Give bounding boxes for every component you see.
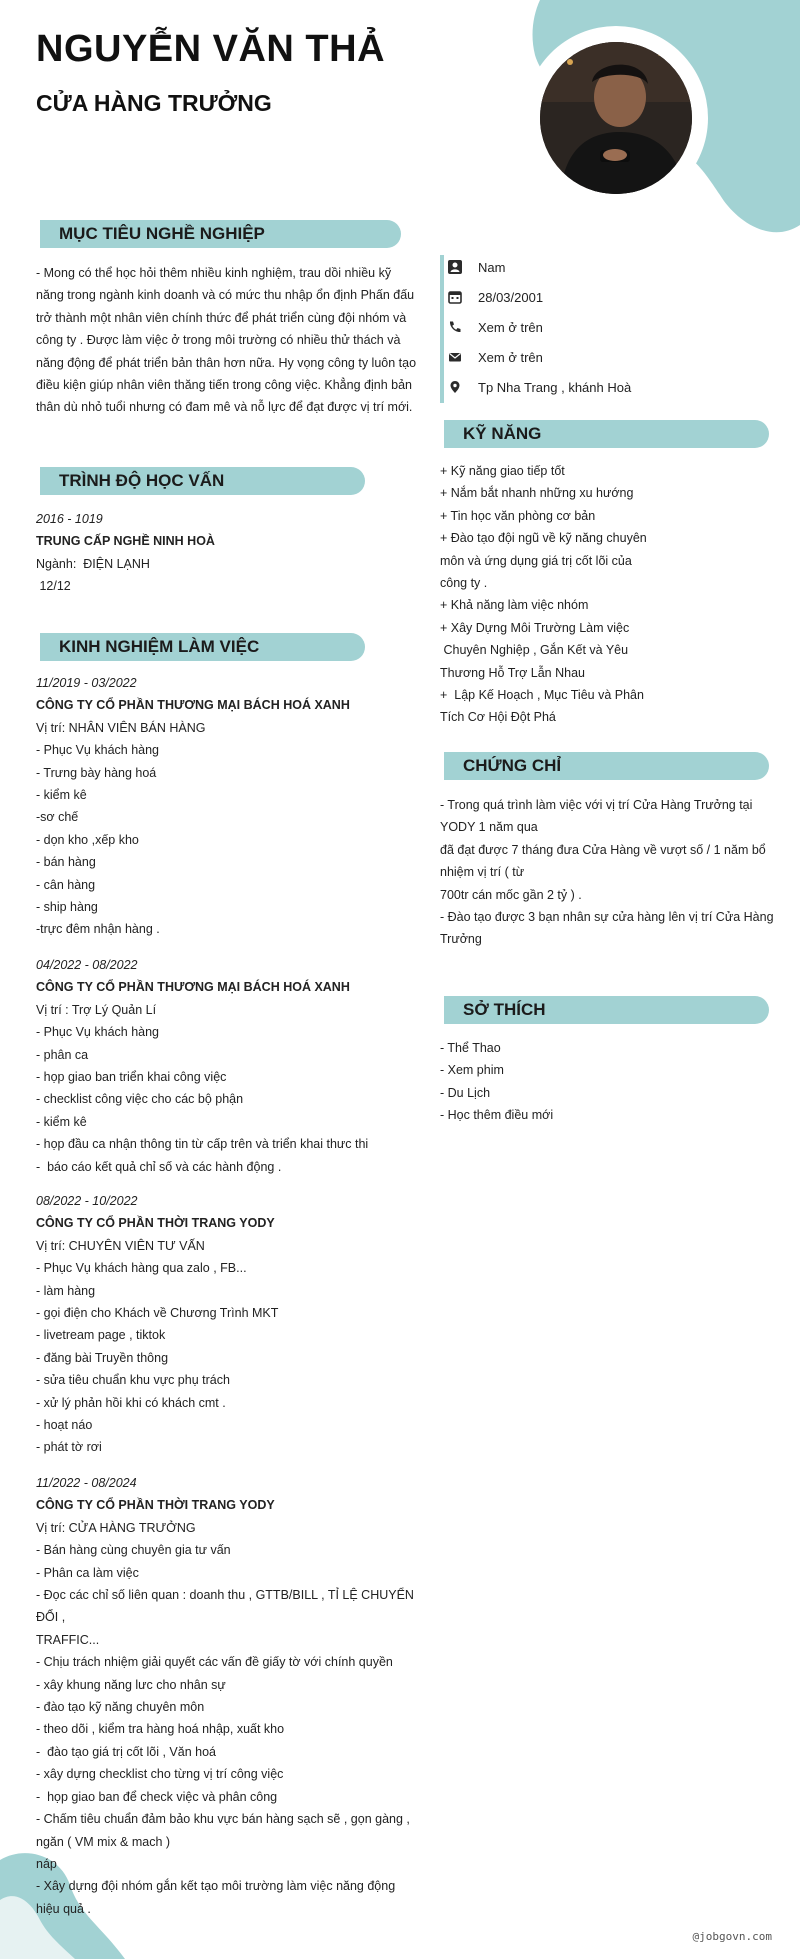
job-line: - xây dựng checklist cho từng vị trí công việc	[36, 1767, 284, 1782]
job-line: - bán hàng	[36, 855, 96, 870]
phone-row	[442, 315, 543, 339]
job-line: - đào tạo kỹ năng chuyên môn	[36, 1700, 205, 1715]
job-line: ngăn ( VM mix & mach )	[36, 1834, 171, 1849]
job-line: - hoạt náo	[36, 1418, 93, 1433]
job-line: - xây khung năng lưc cho nhân sự	[36, 1677, 226, 1692]
email-row	[442, 345, 543, 369]
skills-heading	[440, 420, 769, 448]
job-company: CÔNG TY CỔ PHẦN THỜI TRANG YODY	[36, 1216, 275, 1231]
job-line: Vị trí: CHUYÊN VIÊN TƯ VẤN	[36, 1238, 205, 1253]
certificate-line: đã đạt được 7 tháng đưa Cửa Hàng về vượt số / 1 năm bổ	[440, 842, 766, 857]
job-line: - Phân ca làm việc	[36, 1565, 139, 1580]
job-line: - theo dõi , kiểm tra hàng hoá nhập, xuất kho	[36, 1722, 285, 1737]
skill-line: + Xây Dựng Môi Trường Làm việc	[440, 620, 630, 635]
skill-line: + Đào tạo đội ngũ về kỹ năng chuyên	[440, 531, 647, 546]
avatar-photo	[540, 42, 692, 194]
skill-line: môn và ứng dụng giá trị cốt lõi của	[440, 553, 632, 568]
hobby-line: - Xem phim	[440, 1063, 504, 1078]
education-date: 2016 - 1019	[36, 512, 103, 526]
job-line: hiệu quả .	[36, 1901, 91, 1916]
job-entry	[36, 954, 416, 1178]
skill-line: Tích Cơ Hội Đột Phá	[440, 710, 556, 725]
job-line: - phát tờ rơi	[36, 1440, 102, 1455]
job-line: Vị trí : Trợ Lý Quản Lí	[36, 1002, 157, 1017]
job-line: - Phục Vụ khách hàng qua zalo , FB...	[36, 1261, 247, 1276]
job-line: - livetream page , tiktok	[36, 1328, 166, 1343]
job-line: - họp đầu ca nhận thông tin từ cấp trên và triển khai thưc thi	[36, 1137, 369, 1152]
job-company: CÔNG TY CỔ PHẦN THƯƠNG MẠI BÁCH HOÁ XANH	[36, 980, 350, 995]
skill-line: + Nắm bắt nhanh những xu hướng	[440, 486, 634, 501]
certificate-line: nhiệm vị trí ( từ	[440, 865, 525, 880]
skill-line: Chuyên Nghiệp , Gắn Kết và Yêu	[440, 643, 629, 658]
address-value: Tp Nha Trang , khánh Hoà	[478, 379, 632, 395]
email-icon	[448, 350, 462, 364]
certificate-line: - Trong quá trình làm việc với vị trí Cửa Hàng Trưởng tại	[440, 798, 753, 812]
skill-line: + Tin học văn phòng cơ bản	[440, 508, 596, 523]
hobbies-heading-text: SỞ THÍCH	[463, 1000, 546, 1019]
skill-line: + Lập Kế Hoạch , Mục Tiêu và Phân	[440, 688, 644, 703]
skill-line: Thương Hỗ Trợ Lẫn Nhau	[440, 665, 585, 680]
education-school: TRUNG CẤP NGHỀ NINH HOÀ	[36, 534, 215, 549]
job-line: TRAFFIC...	[36, 1632, 100, 1647]
education-heading	[36, 467, 365, 495]
objective-line: - Mong có thể học hỏi thêm nhiều kinh nghiệm, trau dồi nhiều kỹ	[36, 266, 392, 280]
education-entry	[36, 508, 398, 598]
objective-line: năng trong ngành kinh doanh và có mức thu nhập ổn định Phấn đấu	[36, 288, 415, 303]
objective-heading	[36, 220, 401, 248]
skill-line: công ty .	[440, 576, 488, 591]
job-line: - cân hàng	[36, 877, 96, 892]
job-line: - dọn kho ,xếp kho	[36, 832, 139, 847]
objective-heading-text: MỤC TIÊU NGHỀ NGHIỆP	[59, 224, 265, 243]
job-line: - đào tạo giá trị cốt lõi , Văn hoá	[36, 1744, 216, 1759]
job-line: - họp giao ban triển khai công việc	[36, 1070, 227, 1085]
job-line: - gọi điện cho Khách về Chương Trình MKT	[36, 1306, 279, 1321]
birthday-value: 28/03/2001	[478, 289, 544, 305]
job-company: CÔNG TY CỔ PHẦN THƯƠNG MẠI BÁCH HOÁ XANH	[36, 698, 350, 713]
experience-heading-text: KINH NGHIỆM LÀM VIỆC	[59, 637, 260, 656]
job-line: - Phục Vụ khách hàng	[36, 743, 159, 758]
job-line: - Đọc các chỉ số liên quan : doanh thu , GTTB/BILL , TỈ LỆ CHUYỂN	[36, 1588, 414, 1603]
person-icon	[448, 260, 462, 274]
job-line: - Phục Vụ khách hàng	[36, 1025, 159, 1040]
job-date: 04/2022 - 08/2022	[36, 958, 138, 972]
job-line: - Xây dựng đội nhóm gắn kết tạo môi trường làm việc năng động	[36, 1879, 396, 1894]
job-line: - checklist công việc cho các bộ phận	[36, 1092, 244, 1107]
job-line: - phân ca	[36, 1047, 89, 1062]
certificates-heading-text: CHỨNG CHỈ	[463, 756, 562, 775]
job-line: - kiểm kê	[36, 788, 87, 803]
job-line: - Chịu trách nhiệm giải quyết các vấn đề giấy tờ với chính quyền	[36, 1655, 393, 1670]
email-value: Xem ở trên	[478, 349, 543, 365]
job-line: - làm hàng	[36, 1283, 96, 1298]
job-date: 11/2022 - 08/2024	[36, 1476, 137, 1490]
hobby-line: - Học thêm điều mới	[440, 1108, 554, 1123]
job-company: CÔNG TY CỔ PHẦN THỜI TRANG YODY	[36, 1498, 275, 1513]
hobbies-list	[440, 1037, 770, 1127]
calendar-icon	[448, 290, 462, 304]
job-line: -trực đêm nhận hàng .	[36, 922, 160, 937]
skill-line: + Khả năng làm việc nhóm	[440, 598, 589, 613]
watermark: @jobgovn.com	[692, 1930, 772, 1943]
job-line: - báo cáo kết quả chỉ số và các hành động .	[36, 1159, 282, 1174]
job-line: ĐỔI ,	[36, 1610, 66, 1625]
objective-line: năng động để phát triển bản thân hơn nữa. Hy vọng công ty luôn tạo	[36, 355, 417, 370]
job-line: Vị trí: CỬA HÀNG TRƯỞNG	[36, 1520, 196, 1535]
experience-heading	[36, 633, 365, 661]
job-entry	[36, 1190, 416, 1459]
education-heading-text: TRÌNH ĐỘ HỌC VẤN	[59, 471, 225, 490]
hobbies-heading	[440, 996, 769, 1024]
objective-line: thân dù nhỏ tuổi nhưng có đam mê và nỗ lực để đạt được vị trí mới.	[36, 400, 413, 415]
job-line: Vị trí: NHÂN VIÊN BÁN HÀNG	[36, 720, 206, 735]
objective-text	[36, 262, 417, 419]
job-line: - sửa tiêu chuẩn khu vực phụ trách	[36, 1373, 230, 1388]
objective-line: điều kiện giúp nhân viên thăng tiến trong công việc. Khẳng định bản	[36, 378, 412, 393]
education-major: Ngành: ĐIỆN LẠNH	[36, 556, 150, 571]
job-line: - Trưng bày hàng hoá	[36, 765, 157, 780]
job-line: - ship hàng	[36, 900, 98, 915]
candidate-name: NGUYỄN VĂN THẢ	[36, 28, 386, 70]
job-entry	[36, 1472, 416, 1920]
birthday-row	[442, 285, 543, 309]
certificates-list	[440, 794, 780, 951]
certificates-heading	[440, 752, 769, 780]
job-line: - kiểm kê	[36, 1114, 87, 1129]
phone-value: Xem ở trên	[478, 319, 543, 335]
job-line: -sơ chế	[36, 810, 79, 825]
job-line: - họp giao ban để check việc và phân công	[36, 1789, 278, 1804]
job-line: - Bán hàng cùng chuyên gia tư vấn	[36, 1543, 231, 1558]
candidate-title: CỬA HÀNG TRƯỞNG	[36, 90, 272, 116]
objective-line: công ty . Được làm việc ở trong môi trường có nhiều thử thách và	[36, 333, 401, 348]
job-line: náp	[36, 1856, 57, 1871]
job-date: 11/2019 - 03/2022	[36, 676, 137, 690]
skills-list	[440, 460, 770, 729]
job-line: - đăng bài Truyền thông	[36, 1350, 169, 1365]
address-row	[442, 375, 631, 399]
certificate-line: - Đào tạo được 3 bạn nhân sự cửa hàng lên vị trí Cửa Hàng	[440, 910, 774, 925]
skill-line: + Kỹ năng giao tiếp tốt	[440, 464, 565, 478]
skills-heading-text: KỸ NĂNG	[463, 424, 542, 443]
objective-line: trở thành một nhân viên chính thức để phát triển cùng đội nhóm và	[36, 310, 407, 325]
certificate-line: 700tr cán mốc gần 2 tỷ ) .	[440, 887, 582, 902]
gender-value: Nam	[478, 259, 506, 275]
job-entry	[36, 672, 416, 941]
certificate-line: Trưởng	[440, 932, 482, 947]
education-grade: 12/12	[36, 579, 71, 594]
hobby-line: - Thể Thao	[440, 1041, 501, 1055]
certificate-line: YODY 1 năm qua	[440, 820, 538, 835]
job-date: 08/2022 - 10/2022	[36, 1194, 138, 1208]
avatar	[540, 42, 692, 194]
gender-row	[442, 255, 505, 279]
phone-icon	[448, 320, 462, 334]
job-line: - xử lý phản hồi khi có khách cmt .	[36, 1395, 226, 1410]
hobby-line: - Du Lịch	[440, 1085, 491, 1100]
location-pin-icon	[448, 380, 462, 394]
job-line: - Chấm tiêu chuẩn đảm bảo khu vực bán hàng sạch sẽ , gọn gàng ,	[36, 1812, 410, 1827]
